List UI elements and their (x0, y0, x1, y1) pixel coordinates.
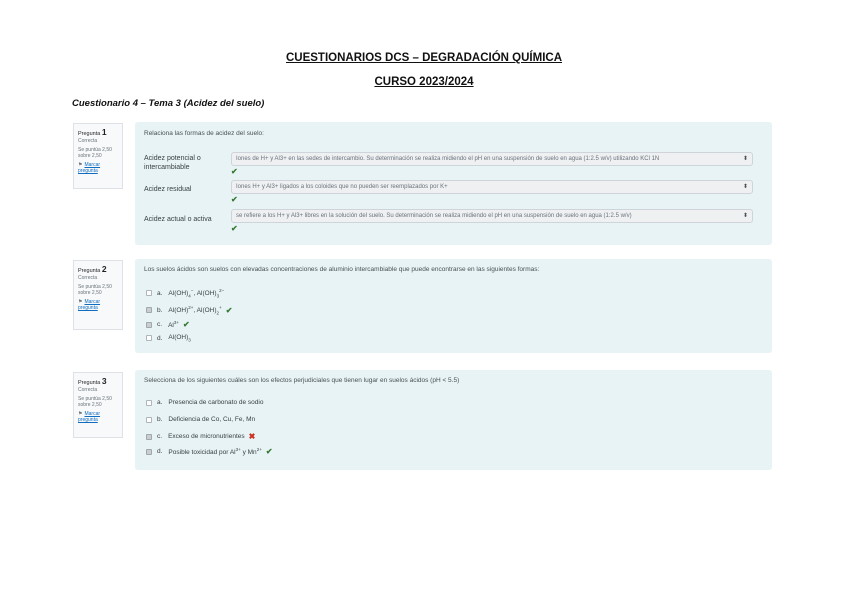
question-grade: Se puntúa 2,50 sobre 2,50 (78, 396, 112, 408)
option-a[interactable]: a. $Al(OH)_4^-$, $Al(OH)_3^{2-}$ (146, 288, 224, 298)
option-c[interactable]: c. $Al^{3+}$ ✔ (146, 320, 190, 329)
option-d[interactable]: d. $Al(OH)_3$ (146, 334, 191, 342)
chevron-down-icon: ⬍ (742, 184, 748, 190)
flag-question-link[interactable]: ⚑ Marcar pregunta (78, 411, 101, 423)
question-state: Correcta (78, 275, 98, 281)
flag-question-link[interactable]: ⚑ Marcar pregunta (78, 162, 101, 174)
checkbox[interactable] (146, 449, 152, 455)
question-text: Selecciona de los siguientes cuáles son los efectos perjudiciales que tienen lugar en suelos ácidos (pH < 5.5) (144, 377, 460, 384)
cross-icon: ✖ (248, 432, 256, 441)
question-state: Correcta (78, 387, 98, 393)
checkbox[interactable] (146, 307, 152, 313)
question-content-1 (135, 122, 772, 245)
chevron-down-icon: ⬍ (742, 213, 748, 219)
question-grade: Se puntúa 2,50 sobre 2,50 (78, 147, 112, 159)
checkbox[interactable] (146, 417, 152, 423)
question-content-3 (135, 370, 772, 470)
document-title: CUESTIONARIOS DCS – DEGRADACIÓN QUÍMICA (285, 52, 563, 64)
question-number: Pregunta 2 (78, 264, 107, 274)
match-label-3: Acidez actual o activa (144, 216, 212, 223)
option-c[interactable]: c. Exceso de micronutrientes ✖ (146, 432, 255, 441)
checkbox[interactable] (146, 290, 152, 296)
flag-icon: ⚑ (78, 162, 83, 168)
match-select-2[interactable]: Iones H+ y Al3+ ligados a los coloides que no pueden ser reemplazados por K+ ⬍ (231, 180, 753, 194)
question-number: Pregunta 1 (78, 127, 107, 137)
question-number: Pregunta 3 (78, 376, 107, 386)
option-b[interactable]: b. Deficiencia de Co, Cu, Fe, Mn (146, 416, 255, 423)
check-icon: ✔ (182, 320, 190, 330)
check-icon: ✔ (231, 195, 238, 204)
course-title: CURSO 2023/2024 (374, 76, 474, 88)
question-content-2 (135, 259, 772, 353)
question-info-1 (73, 123, 123, 189)
match-select-1[interactable]: Iones de H+ y Al3+ en las sedes de intercambio. Su determinación se realiza midiendo el pH en una suspensión de suelo en agua (1:2.5 w/v) utilizando KCl 1N ⬍ (231, 152, 753, 166)
chevron-down-icon: ⬍ (742, 156, 748, 162)
option-a[interactable]: a. Presencia de carbonato de sodio (146, 399, 263, 406)
flag-question-link[interactable]: ⚑ Marcar pregunta (78, 299, 101, 311)
checkbox[interactable] (146, 322, 152, 328)
question-state: Correcta (78, 138, 98, 144)
question-info-2 (73, 260, 123, 330)
question-grade: Se puntúa 2,50 sobre 2,50 (78, 284, 112, 296)
match-label-1: Acidez potencial o intercambiable (144, 155, 201, 171)
question-text: Los suelos ácidos son suelos con elevadas concentraciones de aluminio intercambiable que puede encontrarse en las siguientes formas: (144, 266, 540, 273)
option-b[interactable]: b. Al(OH)$^{2+}$, $Al(OH)_2^+$ ✔ (146, 305, 232, 315)
check-icon: ✔ (265, 447, 273, 457)
option-d[interactable]: d. Posible toxicidad por $Al^{3+}$ y $Mn^{2+}$ ✔ (146, 447, 273, 456)
check-icon: ✔ (225, 305, 233, 315)
flag-icon: ⚑ (78, 411, 83, 417)
flag-icon: ⚑ (78, 299, 83, 305)
check-icon: ✔ (231, 224, 238, 233)
question-info-3 (73, 372, 123, 438)
check-icon: ✔ (231, 167, 238, 176)
match-label-2: Acidez residual (144, 186, 192, 193)
checkbox[interactable] (146, 434, 152, 440)
quiz-heading: Cuestionario 4 – Tema 3 (Acidez del suelo) (72, 98, 265, 109)
checkbox[interactable] (146, 400, 152, 406)
checkbox[interactable] (146, 335, 152, 341)
match-select-3[interactable]: se refiere a los H+ y Al3+ libres en la solución del suelo. Su determinación se realiza midiendo el pH en una suspensión de suelo en agua (1:2.5 w/v) ⬍ (231, 209, 753, 223)
question-text: Relaciona las formas de acidez del suelo: (144, 130, 264, 137)
